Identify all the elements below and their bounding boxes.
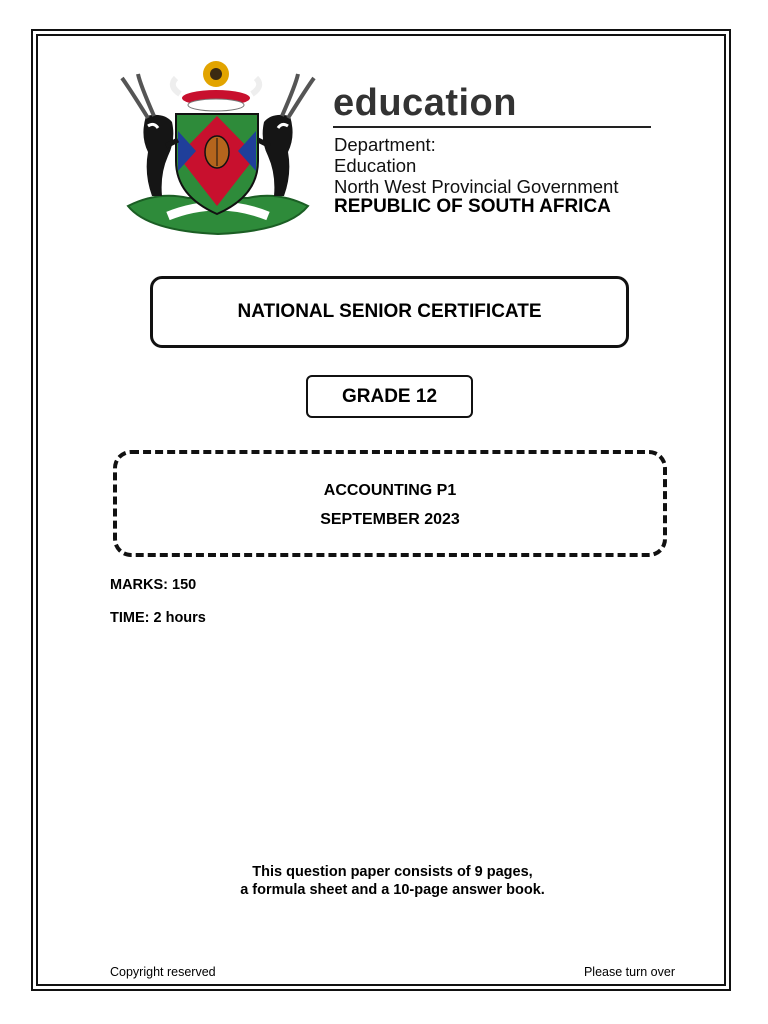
country-name: REPUBLIC OF SOUTH AFRICA xyxy=(334,196,611,217)
department-label: Department: xyxy=(334,134,436,155)
department-name: Education xyxy=(334,155,417,176)
paper-info-line-2: a formula sheet and a 10-page answer book. xyxy=(240,882,545,898)
wordmark-underline xyxy=(333,126,651,128)
education-wordmark: education xyxy=(333,82,517,124)
provincial-government: North West Provincial Government xyxy=(334,176,619,197)
certificate-title-box xyxy=(150,276,629,348)
subject-box xyxy=(113,450,667,557)
certificate-title: NATIONAL SENIOR CERTIFICATE xyxy=(237,301,542,322)
copyright-footer: Copyright reserved xyxy=(110,965,216,979)
paper-info-line-1: This question paper consists of 9 pages, xyxy=(252,864,533,880)
antelope-right-icon xyxy=(258,74,314,196)
grade-box xyxy=(306,375,473,418)
exam-session: SEPTEMBER 2023 xyxy=(320,511,460,528)
sunflower-icon xyxy=(203,61,229,87)
time-text: TIME: 2 hours xyxy=(110,610,206,626)
coat-of-arms-emblem xyxy=(118,56,318,240)
turn-over-footer: Please turn over xyxy=(583,965,675,979)
antelope-left-icon xyxy=(122,74,178,196)
grade-label: GRADE 12 xyxy=(341,385,438,407)
marks-text: MARKS: 150 xyxy=(110,577,197,593)
subject-name: ACCOUNTING P1 xyxy=(323,482,457,499)
